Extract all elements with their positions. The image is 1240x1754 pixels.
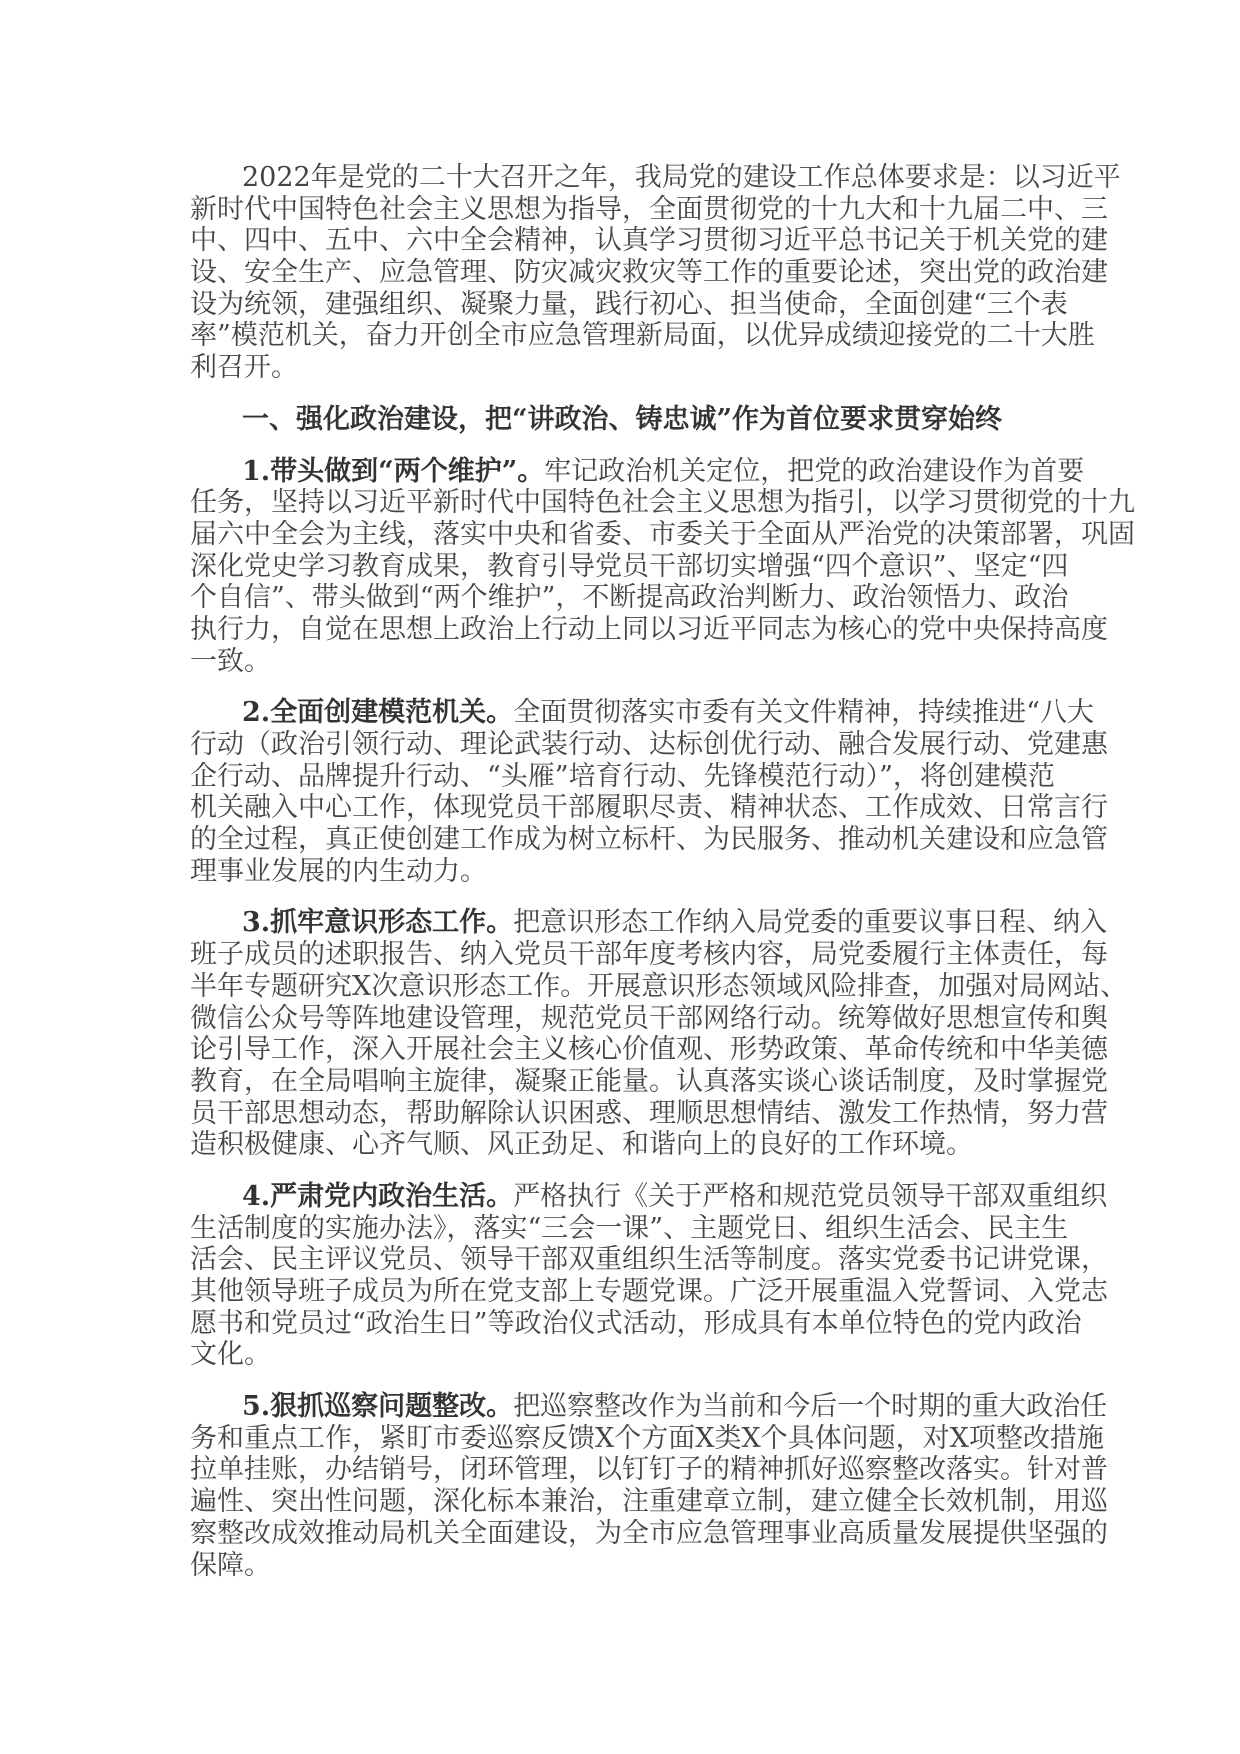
- item-paragraph-1: [190, 455, 1135, 678]
- intro-paragraph: [190, 162, 1121, 384]
- text-line: 中、四中、五中、六中全会精神，认真学习贯彻习近平总书记关于机关党的建: [190, 225, 1108, 257]
- text-line: 教育，在全局唱响主旋律，凝聚正能量。认真落实谈心谈话制度，及时掌握党: [190, 1065, 1108, 1097]
- text-line: [190, 907, 1108, 939]
- text-line: 务和重点工作，紧盯市委巡察反馈X个方面X类X个具体问题，对X项整改措施: [190, 1422, 1104, 1454]
- item-title: 4.严肃党内政治生活。: [242, 1180, 514, 1212]
- item-title: 5.狠抓巡察问题整改。: [242, 1391, 514, 1423]
- text-line: 率”模范机关，奋力开创全市应急管理新局面，以优异成绩迎接党的二十大胜: [190, 320, 1095, 352]
- text-line: 设、安全生产、应急管理、防灾减灾救灾等工作的重要论述，突出党的政治建: [190, 257, 1108, 289]
- text-line: 企行动、品牌提升行动、“头雁”培育行动、先锋模范行动）”，将创建模范: [190, 760, 1055, 792]
- heading-text: 一、强化政治建设，把“讲政治、铸忠诚”作为首位要求贯穿始终: [242, 403, 1003, 435]
- text-line: 设为统领，建强组织、凝聚力量，践行初心、担当使命，全面创建“三个表: [190, 288, 1068, 320]
- item-title: 2.全面创建模范机关。: [242, 697, 514, 729]
- text-line: 其他领导班子成员为所在党支部上专题党课。广泛开展重温入党誓词、入党志: [190, 1276, 1108, 1307]
- item-paragraph-3: [190, 907, 1128, 1161]
- text-line: 届六中全会为主线，落实中央和省委、市委关于全面从严治党的决策部署，巩固: [190, 518, 1135, 550]
- text-line: 深化党史学习教育成果，教育引导党员干部切实增强“四个意识”、坚定“四: [190, 550, 1069, 582]
- item-title: 1.带头做到“两个维护”。: [242, 455, 545, 487]
- text-line: [190, 455, 1085, 488]
- item-text: 全面贯彻落实市委有关文件精神，持续推进“八大: [513, 697, 1094, 729]
- text-line: 保障。: [190, 1549, 271, 1581]
- text-line: 一致。: [190, 645, 271, 677]
- item-paragraph-4: [190, 1180, 1108, 1371]
- text-line: 文化。: [190, 1339, 271, 1371]
- item-text: 牢记政治机关定位，把党的政治建设作为首要: [544, 455, 1085, 487]
- text-line: 个自信”、带头做到“两个维护”，不断提高政治判断力、政治领悟力、政治: [190, 582, 1069, 614]
- text-line: 的全过程，真正使创建工作成为树立标杆、为民服务、推动机关建设和应急管: [190, 824, 1108, 856]
- item-text: 严格执行《关于严格和规范党员领导干部双重组织: [513, 1180, 1108, 1212]
- text-line: 拉单挂账，办结销号，闭环管理，以钉钉子的精神抓好巡察整改落实。针对普: [190, 1454, 1108, 1486]
- text-line: [190, 1180, 1108, 1213]
- text-line: [190, 697, 1094, 729]
- text-line: 行动（政治引领行动、理论武装行动、达标创优行动、融合发展行动、党建惠: [190, 729, 1108, 760]
- text-line: 微信公众号等阵地建设管理，规范党员干部网络行动。统筹做好思想宣传和舆: [190, 1002, 1108, 1034]
- text-line: 2022年是党的二十大召开之年，我局党的建设工作总体要求是：以习近平: [242, 162, 1121, 193]
- text-line: 理事业发展的内生动力。: [190, 855, 487, 887]
- text-line: [190, 1391, 1108, 1423]
- text-line: 活会、民主评议党员、领导干部双重组织生活等制度。落实党委书记讲党课，: [190, 1244, 1108, 1276]
- item-text: 把意识形态工作纳入局党委的重要议事日程、纳入: [513, 907, 1108, 939]
- text-line: 员干部思想动态，帮助解除认识困惑、理顺思想情结、激发工作热情，努力营: [190, 1097, 1108, 1129]
- text-line: 论引导工作，深入开展社会主义核心价值观、形势政策、革命传统和中华美德: [190, 1034, 1108, 1066]
- section-heading: [190, 404, 1048, 436]
- document-page: [190, 162, 1135, 1581]
- item-text: 把巡察整改作为当前和今后一个时期的重大政治任: [513, 1391, 1108, 1423]
- text-line: 新时代中国特色社会主义思想为指导，全面贯彻党的十九大和十九届二中、三: [190, 193, 1108, 225]
- text-line: 任务，坚持以习近平新时代中国特色社会主义思想为指引，以学习贯彻党的十九: [190, 487, 1135, 519]
- text-line: 愿书和党员过“政治生日”等政治仪式活动，形成具有本单位特色的党内政治: [190, 1307, 1082, 1339]
- text-line: 生活制度的实施办法》，落实“三会一课”、主题党日、组织生活会、民主生: [190, 1212, 1069, 1244]
- text-line: 察整改成效推动局机关全面建设，为全市应急管理事业高质量发展提供坚强的: [190, 1517, 1108, 1549]
- text-line: 利召开。: [190, 352, 298, 384]
- text-line: 遍性、突出性问题，深化标本兼治，注重建章立制，建立健全长效机制，用巡: [190, 1486, 1108, 1518]
- item-title: 3.抓牢意识形态工作。: [242, 907, 514, 939]
- text-line: 执行力，自觉在思想上政治上行动上同以习近平同志为核心的党中央保持高度: [190, 613, 1108, 645]
- text-line: 造积极健康、心齐气顺、风正劲足、和谐向上的良好的工作环境。: [190, 1129, 973, 1161]
- text-line: 半年专题研究X次意识形态工作。开展意识形态领域风险排查，加强对局网站、: [190, 970, 1128, 1002]
- item-paragraph-2: [190, 697, 1108, 887]
- item-paragraph-5: [190, 1391, 1108, 1581]
- text-line: 班子成员的述职报告、纳入党员干部年度考核内容，局党委履行主体责任，每: [190, 939, 1108, 971]
- text-line: 机关融入中心工作，体现党员干部履职尽责、精神状态、工作成效、日常言行: [190, 792, 1108, 824]
